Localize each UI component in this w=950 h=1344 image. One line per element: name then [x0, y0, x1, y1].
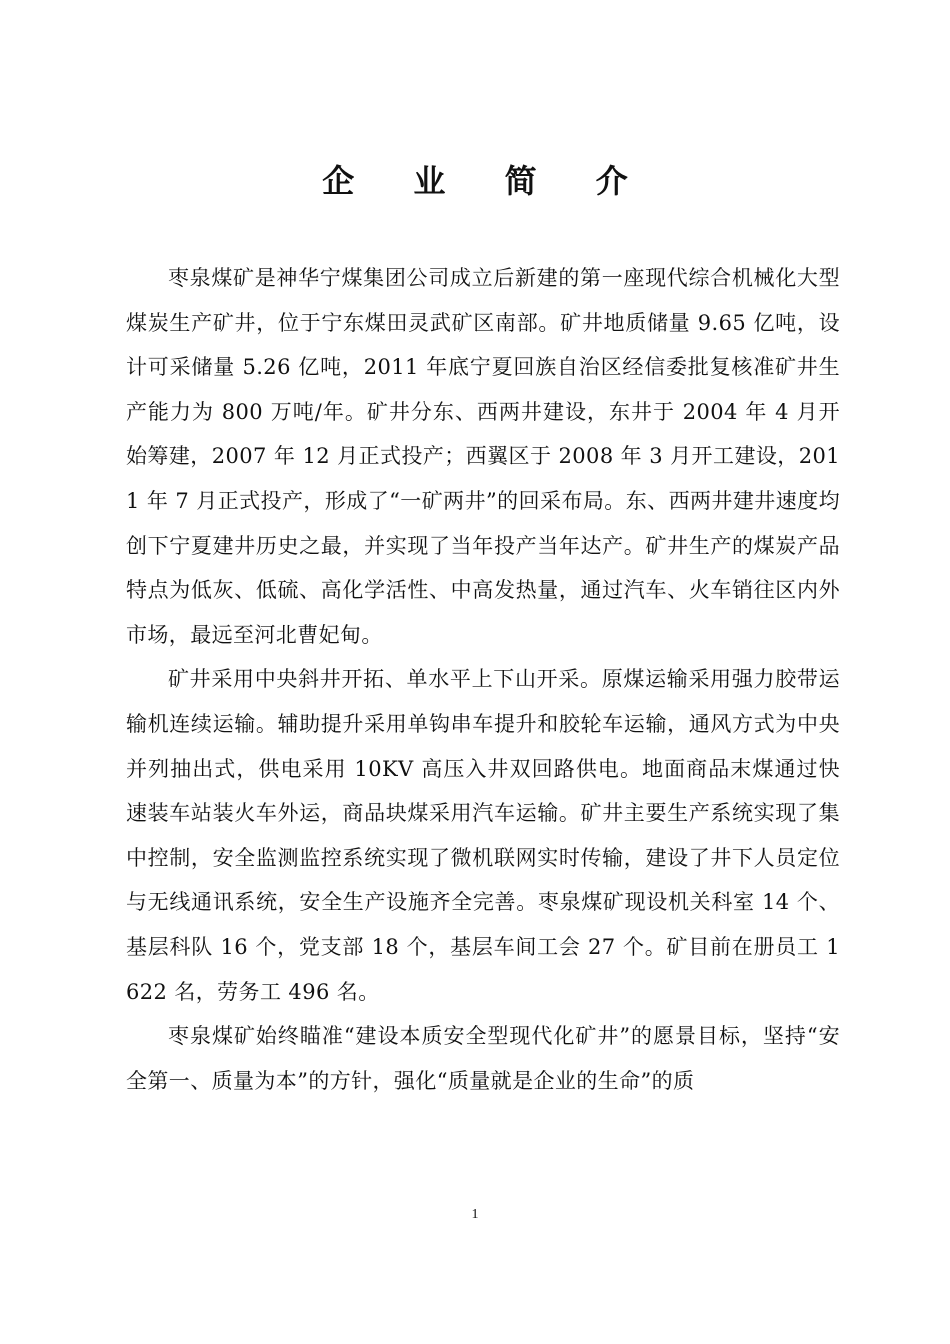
paragraph-safety-goals: 枣泉煤矿始终瞄准“建设本质安全型现代化矿井”的愿景目标，坚持“安全第一、质量为本”的方针，强化“质量就是企业的生命”的质 — [126, 1024, 840, 1093]
body-text — [126, 256, 840, 1103]
page-number: 1 — [471, 1207, 479, 1222]
page-title: 企 业 简 介 — [322, 162, 652, 201]
paragraph-mining-systems: 矿井采用中央斜井开拓、单水平上下山开采。原煤运输采用强力胶带运输机连续运输。辅助提升采用单钩串车提升和胶轮车运输，通风方式为中央并列抽出式，供电采用 10KV 高压入井双回路供电。地面商品末煤通过快速装车站装火车外运，商品块煤采用汽车运输。矿井主要生产系统实现了集中控制，安全监测监控系统实现了微机联网实时传输，建设了井下人员定位与无线通讯系统，安全生产设施齐全完善。枣泉煤矿现设机关科室 14 个、基层科队 16 个，党支部 18 个，基层车间工会 27 个。矿目前在册员工 1622 名，劳务工 496 名。 — [126, 667, 840, 1004]
paragraph-overview: 枣泉煤矿是神华宁煤集团公司成立后新建的第一座现代综合机械化大型煤炭生产矿井，位于宁东煤田灵武矿区南部。矿井地质储量 9.65 亿吨，设计可采储量 5.26 亿吨，2011 年底宁夏回族自治区经信委批复核准矿井生产能力为 800 万吨/年。矿井分东、西两井建设，东井于 2004 年 4 月开始筹建，2007 年 12 月正式投产；西翼区于 2008 年 3 月开工建设，2011 年 7 月正式投产，形成了“一矿两井”的回采布局。东、西两井建井速度均创下宁夏建井历史之最，并实现了当年投产当年达产。矿井生产的煤炭产品特点为低灰、低硫、高化学活性、中高发热量，通过汽车、火车销往区内外市场，最远至河北曹妃甸。 — [126, 266, 840, 647]
